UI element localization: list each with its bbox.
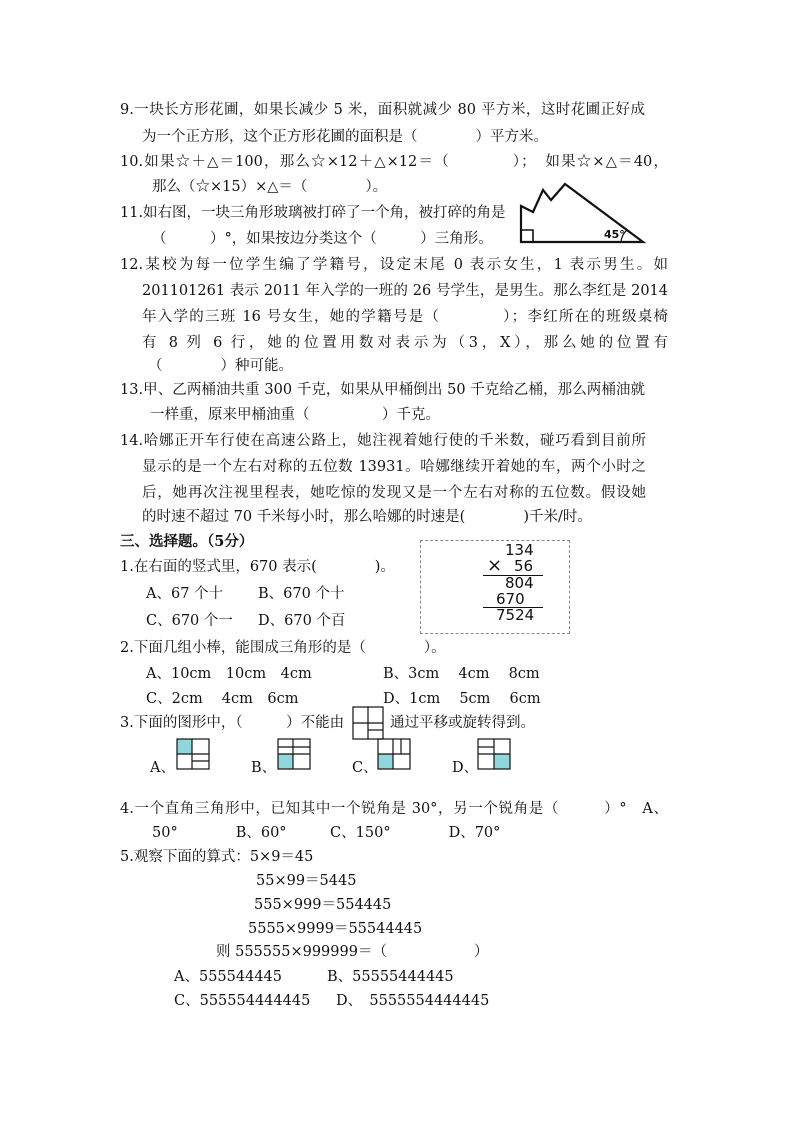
q9-line2: 为一个正方形，这个正方形花圃的面积是（ ）平方米。 xyxy=(142,129,548,145)
broken-triangle-figure xyxy=(517,180,647,246)
c5-eq4: 5555×9999＝55544445 xyxy=(248,921,423,937)
q12-line5: （ ）种可能。 xyxy=(148,358,293,374)
c5-eq3: 555×999＝554445 xyxy=(254,897,392,913)
angle-label: 45° xyxy=(604,228,625,241)
q12-line2: 201101261 表示 2011 年入学的一班的 26 号学生，是男生。那么李红是 2014 xyxy=(142,283,668,299)
c5-opt-c[interactable]: C、555554444445 xyxy=(174,993,311,1009)
c1-opt-c[interactable]: C、670 个一 xyxy=(146,613,233,629)
c3-opt-b[interactable]: B、 xyxy=(251,760,277,776)
q11-line2: （ ）°，如果按边分类这个（ ）三角形。 xyxy=(152,231,493,247)
c4-line1: 4.一个直角三角形中，已知其中一个锐角是 30°，另一个锐角是（ ）° A、 xyxy=(120,801,668,817)
calc-multiplier: 56 xyxy=(514,557,534,575)
tile-option-a-icon[interactable] xyxy=(176,738,210,770)
q14-line4: 的时速不超过 70 千米每小时，那么哈娜的时速是( )千米/时。 xyxy=(142,509,592,525)
c1-opt-d[interactable]: D、670 个百 xyxy=(258,613,346,629)
calc-partial-1: 804 xyxy=(505,574,534,592)
calc-result: 7524 xyxy=(496,606,535,624)
c1-stem: 1.在右面的竖式里，670 表示( )。 xyxy=(120,559,395,575)
q11-line1: 11.如右图，一块三角形玻璃被打碎了一个角，被打碎的角是 xyxy=(120,205,506,221)
c5-opt-b[interactable]: B、55555444445 xyxy=(327,969,454,985)
c3-stem-b: 通过平移或旋转得到。 xyxy=(390,715,535,731)
c1-opt-a[interactable]: A、67 个十 xyxy=(146,586,224,602)
q9-line1: 9.一块长方形花圃，如果长减少 5 米，面积就减少 80 平方米，这时花圃正好成 xyxy=(120,102,645,118)
q10-line2: 那么（☆×15）×△＝（ ）。 xyxy=(152,179,388,195)
c3-opt-c[interactable]: C、 xyxy=(352,760,378,776)
q12-line4: 有 8 列 6 行，她的位置用数对表示为（3，X），那么她的位置有 xyxy=(142,335,668,351)
c2-opt-a[interactable]: A、10cm 10cm 4cm xyxy=(146,666,312,682)
c2-stem: 2.下面几组小棒，能围成三角形的是（ ）。 xyxy=(120,640,446,656)
tile-option-d-icon[interactable] xyxy=(477,738,511,770)
c5-eq2: 55×99＝5445 xyxy=(256,873,357,889)
calc-multiplicand: 134 xyxy=(505,541,534,559)
c2-opt-d[interactable]: D、1cm 5cm 6cm xyxy=(383,691,541,707)
q14-line1: 14.哈娜正开车行使在高速公路上，她注视着她行使的千米数，碰巧看到目前所 xyxy=(120,433,646,449)
tile-option-c-icon[interactable] xyxy=(377,738,411,770)
c2-opt-b[interactable]: B、3cm 4cm 8cm xyxy=(383,666,540,682)
q10-line1: 10.如果☆＋△＝100，那么☆×12＋△×12＝（ ）； 如果☆×△＝40， xyxy=(120,154,668,170)
c5-opt-d[interactable]: D、 5555554444445 xyxy=(336,993,490,1009)
c5-ask: 则 555555×999999＝（ ） xyxy=(216,944,489,960)
q12-line1: 12.某校为每一位学生编了学籍号，设定末尾 0 表示女生，1 表示男生。如 xyxy=(120,257,668,273)
section-title: 三、选择题。（5分） xyxy=(120,533,254,550)
c3-opt-d[interactable]: D、 xyxy=(452,760,479,776)
vertical-multiplication xyxy=(420,540,570,634)
q13-line2: 一样重，原来甲桶油重（ ）千克。 xyxy=(150,407,440,423)
c3-stem-a: 3.下面的图形中，（ ）不能由 xyxy=(120,715,345,731)
reference-tile-icon xyxy=(352,706,384,740)
c1-opt-b[interactable]: B、670 个十 xyxy=(258,586,345,602)
c4-line2[interactable]: 50° B、60° C、150° D、70° xyxy=(152,825,501,841)
c2-opt-c[interactable]: C、2cm 4cm 6cm xyxy=(146,691,299,707)
q14-line3: 后，她再次注视里程表，她吃惊的发现又是一个左右对称的五位数。假设她 xyxy=(142,485,646,501)
q13-line1: 13.甲、乙两桶油共重 300 千克，如果从甲桶倒出 50 千克给乙桶，那么两桶油就 xyxy=(120,382,645,398)
q14-line2: 显示的是一个左右对称的五位数 13931。哈娜继续开着她的车，两个小时之 xyxy=(142,459,646,475)
calc-times-sign: × xyxy=(487,555,503,576)
q12-line3: 年入学的三班 16 号女生，她的学籍号是（ ）；李红所在的班级桌椅 xyxy=(142,309,668,325)
c5-opt-a[interactable]: A、555544445 xyxy=(174,969,282,985)
c5-stem: 5.观察下面的算式：5×9＝45 xyxy=(120,849,314,865)
c3-opt-a[interactable]: A、 xyxy=(150,760,175,776)
tile-option-b-icon[interactable] xyxy=(277,738,311,770)
calc-partial-2: 670 xyxy=(496,590,525,608)
